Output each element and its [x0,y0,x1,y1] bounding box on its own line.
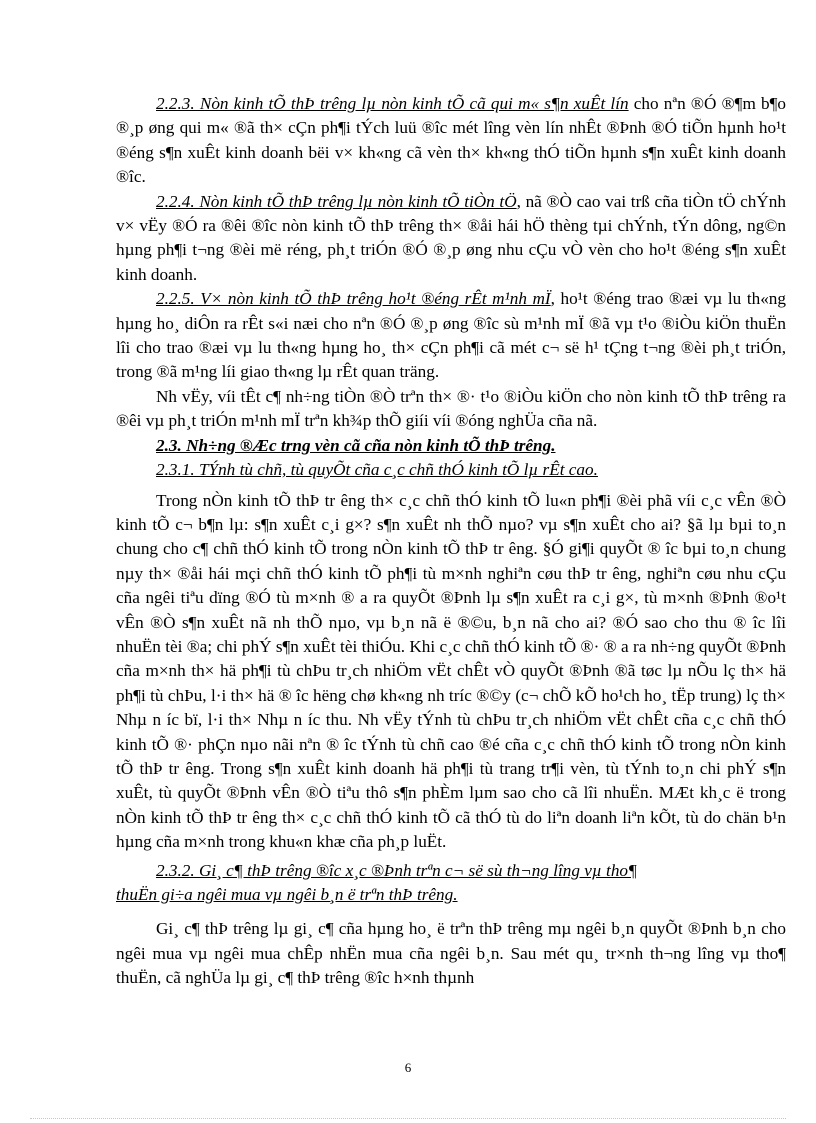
paragraph-2-2-3 [116,92,786,190]
paragraph-2-3-2: Gi¸ c¶ thÞ trêng lµ gi¸ c¶ cña hµng ho¸ ë trªn thÞ trêng mµ ngêi b¸n quyÕt ®Þnh b¸n cho ngêi mua vµ ngêi mua chÊp nhËn mua cña ngêi b¸n. Sau mét qu¸ tr×nh th¬ng lîng vµ tho¶ thuËn, cã nghÜa lµ gi¸ c¶ thÞ trêng ®îc h×nh thµnh [116,919,786,988]
section-heading-2-3: 2.3. Nh÷ng ®Æc trng vèn cã cña nòn kinh tÕ thÞ trêng. [156,435,556,455]
paragraph-2-2-4 [116,190,786,288]
subsection-title-2-3-1: 2.3.1. TÝnh tù chñ, tù quyÕt cña c¸c chñ thÓ kinh tÕ lµ rÊt cao. [156,460,598,480]
paragraph-2-3-1: Trong nÒn kinh tÕ thÞ tr êng th× c¸c chñ thÓ kinh tÕ lu«n ph¶i ®èi phã víi c¸c vÊn ®Ò kinh tÕ c¬ b¶n lµ: s¶n xuÊt c¸i g×? s¶n xuÊt nh thÕ nµo? vµ s¶n xuÊt cho ai? §ã lµ bµi to¸n chung cho c¶ chñ thÓ kinh tÕ trong nÒn kinh tÕ thÞ tr êng. §Ó gi¶i quyÕt ® îc bµi to¸n chung nµy th× ®åi hái mçi chñ thÓ kinh tÕ ph¶i tù m×nh nghiªn cøu thÞ tr êng, nghiªn cøu nhu cÇu cña ngêi tiªu dïng ®Ó tù m×nh ® a ra quyÕt ®Þnh lµ s¶n xuÊt ra c¸i g×, tù m×nh ®Þnh ®o¹t vÊn ®Ò s¶n xuÊt nã nh thÕ nµo, vµ b¸n nã ë ®©u, b¸n nã cho ai? ®Ó sao cho thu ® îc lîi nhuËn tèi ®a; chi phÝ s¶n xuÊt tèi thiÓu. Khi c¸c chñ thÓ kinh tÕ ®· ® a ra nh÷ng quyÕt ®Þnh cña m×nh th× hä ph¶i tù chÞu tr¸ch nhiÖm vËt chÊt vÒ quyÕt ®Þnh ®ã tøc lµ nÕu lç th× hä ph¶i tù chÞu, l·i th× hä ® îc hëng chø kh«ng nh tríc ®©y (c¬ chÕ kÕ ho¹ch ho¸ tËp trung) lç th× Nhµ n íc bï, l·i th× Nhµ n íc thu. Nh vËy tÝnh tù chÞu tr¸ch nhiÖm vËt chÊt cña c¸c chñ thÓ kinh tÕ ®· phÇn nµo nãi nªn ® îc tÝnh tù chñ cao ®é cña c¸c chñ thÓ kinh tÕ trong nÒn kinh tÕ thÞ tr êng. Trong s¶n xuÊt kinh doanh hä ph¶i tù trang tr¶i vèn, tù tÝnh to¸n chi phÝ s¶n xuÊt, tù quyÕt ®Þnh vÊn ®Ò tiªu thô s¶n phÈm lµm sao cho cã lîi nhuËn. MÆt kh¸c ë trong nÒn kinh tÕ thÞ tr êng th× c¸c chñ thÓ kinh tÕ cã thÓ tù do liªn doanh liªn kÕt, tù do chän b¹n hµng cña m×nh trong khu«n khæ cña ph¸p luËt. [116,490,786,852]
paragraph-summary: Nh vËy, víi tÊt c¶ nh÷ng tiÒn ®Ò trªn th× ®· t¹o ®iÒu kiÖn cho nòn kinh tÕ thÞ trêng ra ®êi vµ ph¸t triÓn m¹nh mÏ trªn kh¾p thÕ giíi víi ®óng nghÜa cña nã. [116,386,786,431]
document-body [116,92,786,991]
page-bottom-divider [30,1118,786,1119]
paragraph-2-2-5-text: , ho¹t ®éng trao ®æi vµ lu th«ng hµng ho¸ diÔn ra rÊt s«i næi cho nªn ®Ó ®¸p øng ®îc sù m¹nh mÏ ®ã vµ t¹o ®iÒu kiÖn thuËn lîi cho trao ®æi vµ lu th«ng hµng ho¸ th× cÇn ph¶i cã mét c¬ së h¹ tÇng t¬ng ®èi ph¸t triÓn, trong ®ã m¹ng líi giao th«ng lµ rÊt quan träng. [116,289,786,382]
paragraph-2-2-4-text: , nã ®Ò cao vai trß cña tiÒn tÖ chÝnh v× vËy ®Ó ra ®êi ®îc nòn kinh tÕ thÞ trêng th× ®åi hái hÖ thèng tµi chÝnh, tÝn dông, ng©n hµng ph¶i t¬ng ®èi më réng, ph¸t triÓn ®Ó ®¸p øng nhu cÇu vÒ vèn cho ho¹t ®éng s¶n xuÊt kinh doanh. [116,191,786,284]
subsection-title-2-2-3: 2.2.3. Nòn kinh tÕ thÞ trêng lµ nòn kinh tÕ cã qui m« s¶n xuÊt lín [156,94,629,113]
page-number: 6 [404,1060,412,1075]
paragraph-2-2-5 [116,287,786,385]
subsection-title-2-3-2: 2.3.2. Gi¸ c¶ thÞ trêng ®îc x¸c ®Þnh trªn c¬ së sù th¬ng lîng vµ tho¶ [156,860,637,880]
subsection-title-2-2-5: 2.2.5. V× nòn kinh tÕ thÞ trêng ho¹t ®éng rÊt m¹nh mÏ [156,289,551,309]
subsection-title-2-2-4: 2.2.4. Nòn kinh tÕ thÞ trêng lµ nòn kinh tÕ tiÒn tÖ [156,191,517,211]
subsection-title-2-3-2-continued: thuËn gi÷a ngêi mua vµ ngêi b¸n ë trªn thÞ trêng. [116,885,458,904]
paragraph-2-2-3-text: cho nªn ®Ó ®¶m b¶o ®¸p øng qui m« ®ã th× cÇn ph¶i tÝch luü ®îc mét lîng vèn lín nhÊt ®Þnh ®Ó tiÕn hµnh ho¹t ®éng s¶n xuÊt kinh doanh bëi v× kh«ng cã vèn th× kh«ng thÓ tiÕn hµnh s¶n xuÊt kinh doanh ®îc. [116,94,786,187]
